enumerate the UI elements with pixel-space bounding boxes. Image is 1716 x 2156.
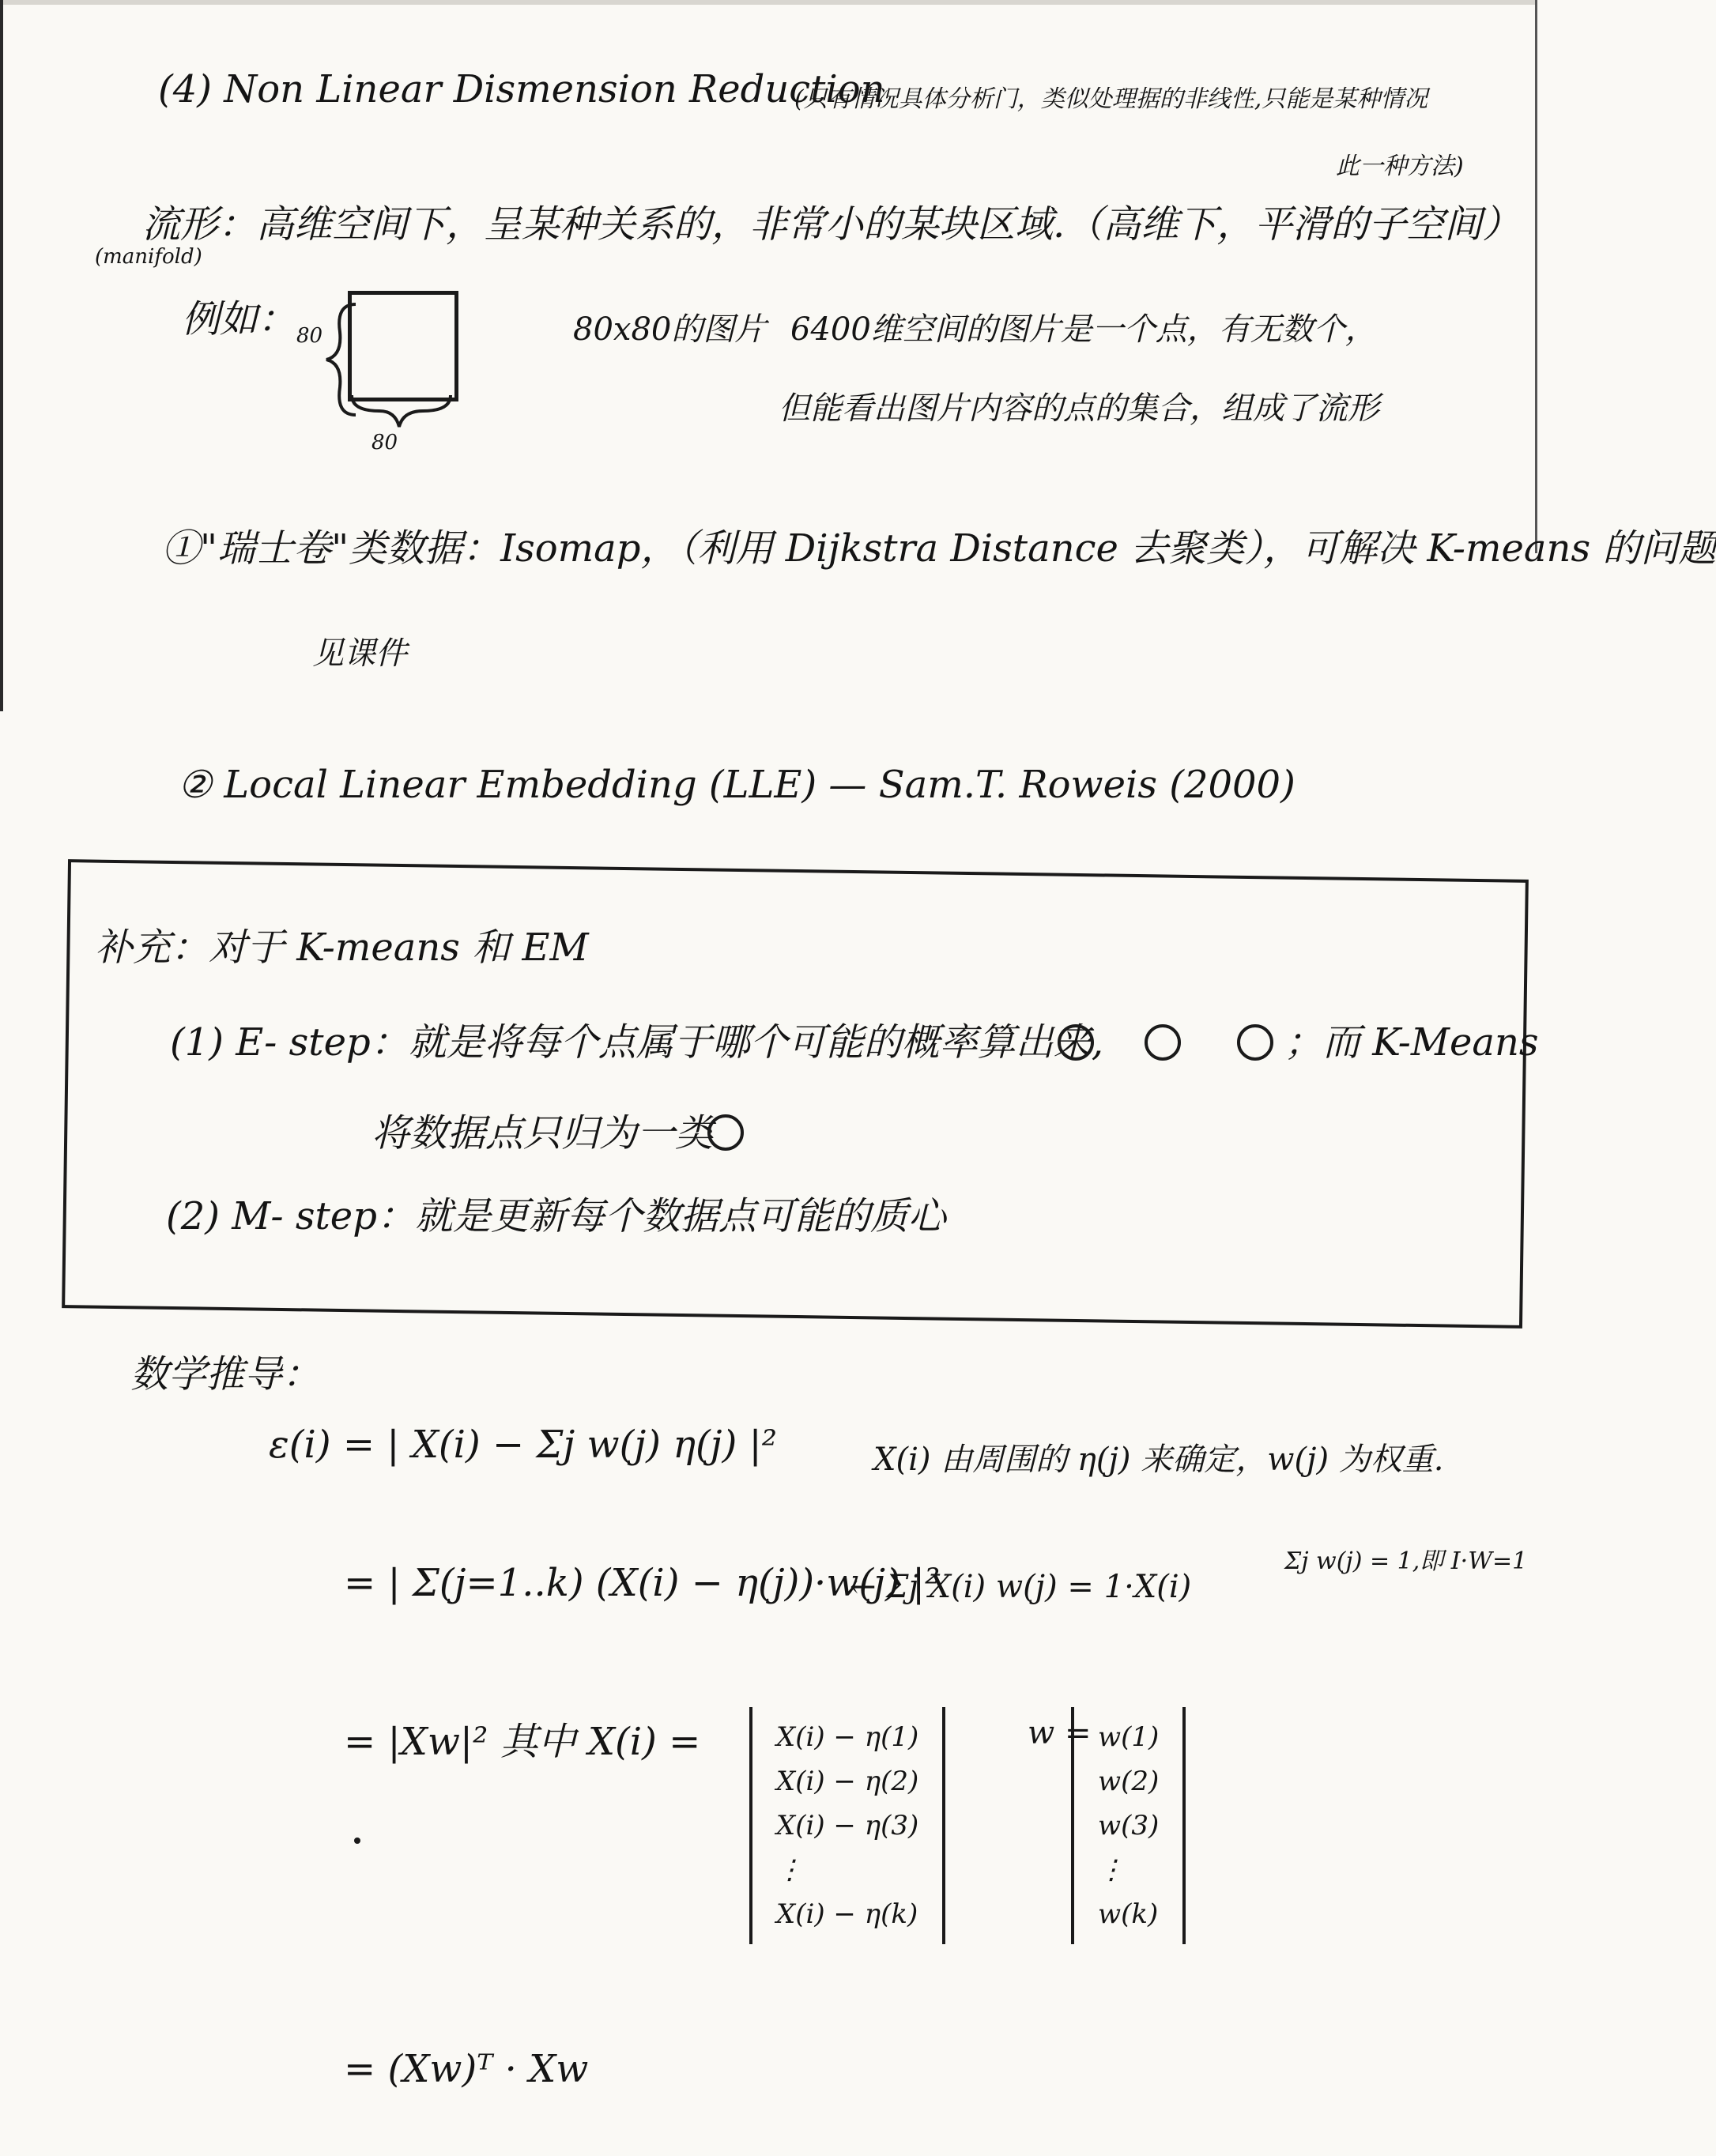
manifold-definition: 流形：高维空间下，呈某种关系的，非常小的某块区域.（高维下，平滑的子空间） <box>142 202 1521 247</box>
mstep-line: (2) M- step：就是更新每个数据点可能的质心 <box>166 1194 946 1238</box>
ink-dot <box>354 1838 360 1844</box>
matrix-x-row: X(i) − η(2) <box>776 1766 919 1797</box>
matrix-w-row: w(k) <box>1098 1898 1159 1930</box>
section4-title: (4) Non Linear Dismension Reduction <box>158 67 885 111</box>
pie-icon-1 <box>1058 1024 1094 1061</box>
dim-left-label: 80 <box>296 324 323 348</box>
estep-line1: (1) E- step：就是将每个点属于哪个可能的概率算出来, <box>170 1020 1103 1065</box>
equation-1-note: X(i) 由周围的 η(j) 来确定，w(j) 为权重. <box>873 1442 1444 1478</box>
matrix-w <box>1071 1707 1186 1944</box>
example-size: 80x80的图片 <box>573 311 767 348</box>
pie-icon-2 <box>1145 1024 1181 1061</box>
item-isomap-ref: 见课件 <box>312 635 407 672</box>
manifold-label: (manifold) <box>95 245 202 269</box>
matrix-w-row: w(3) <box>1098 1810 1160 1841</box>
matrix-x-row: ⋮ <box>776 1854 803 1886</box>
estep-kmeans: ；而 K-Means <box>1284 1020 1539 1065</box>
derivation-title: 数学推导： <box>130 1352 321 1396</box>
equation-2: = | Σ(j=1..k) (X(i) − η(j))·w(j) |² <box>344 1561 941 1605</box>
w-label: w = <box>1028 1715 1092 1751</box>
matrix-w-row: ⋮ <box>1098 1854 1125 1886</box>
page-right-edge <box>1535 0 1537 553</box>
example-point: 6400维空间的图片是一个点，有无数个， <box>790 311 1377 348</box>
estep-line2: 将数据点只归为一类 <box>371 1111 714 1155</box>
item-lle: ② Local Linear Embedding (LLE) — Sam.T. Roweis (2000) <box>178 763 1295 807</box>
matrix-w-row: w(1) <box>1098 1721 1160 1753</box>
matrix-w-row: w(2) <box>1098 1766 1160 1797</box>
equation-1: ε(i) = | X(i) − Σj w(j) η(j) |² <box>269 1423 777 1467</box>
matrix-x <box>749 1707 945 1944</box>
page-left-edge <box>0 0 3 711</box>
page-top-edge <box>0 0 1537 5</box>
equation-4: = (Xw)ᵀ · Xw <box>344 2047 589 2091</box>
section4-note-cont: 此一种方法) <box>1336 153 1464 180</box>
matrix-x-row: X(i) − η(k) <box>776 1898 918 1930</box>
pie-icon-3 <box>1237 1024 1273 1061</box>
weight-constraint: Σj w(j) = 1,即 I·W=1 <box>1284 1547 1528 1575</box>
equation-2-note: ← Σj X(i) w(j) = 1·X(i) <box>850 1569 1192 1605</box>
equation-3: = |Xw|² 其中 X(i) = <box>344 1720 701 1764</box>
matrix-x-row: X(i) − η(3) <box>776 1810 919 1841</box>
matrix-x-row: X(i) − η(1) <box>776 1721 919 1753</box>
bottom-brace <box>348 391 458 439</box>
example-prefix: 例如： <box>182 297 296 341</box>
dim-bottom-label: 80 <box>371 431 398 454</box>
full-circle-icon <box>707 1114 744 1151</box>
section4-note: (只有情况具体分析门，类似处理据的非线性,只能是某种情况 <box>794 85 1428 113</box>
example-manifold: 但能看出图片内容的点的集合，组成了流形 <box>779 390 1379 427</box>
item-isomap: ①"瑞士卷"类数据：Isomap，（利用 Dijkstra Distance 去聚类），可解决 K-means 的问题 <box>162 526 1716 571</box>
supplement-title: 补充：对于 K-means 和 EM <box>95 925 589 970</box>
